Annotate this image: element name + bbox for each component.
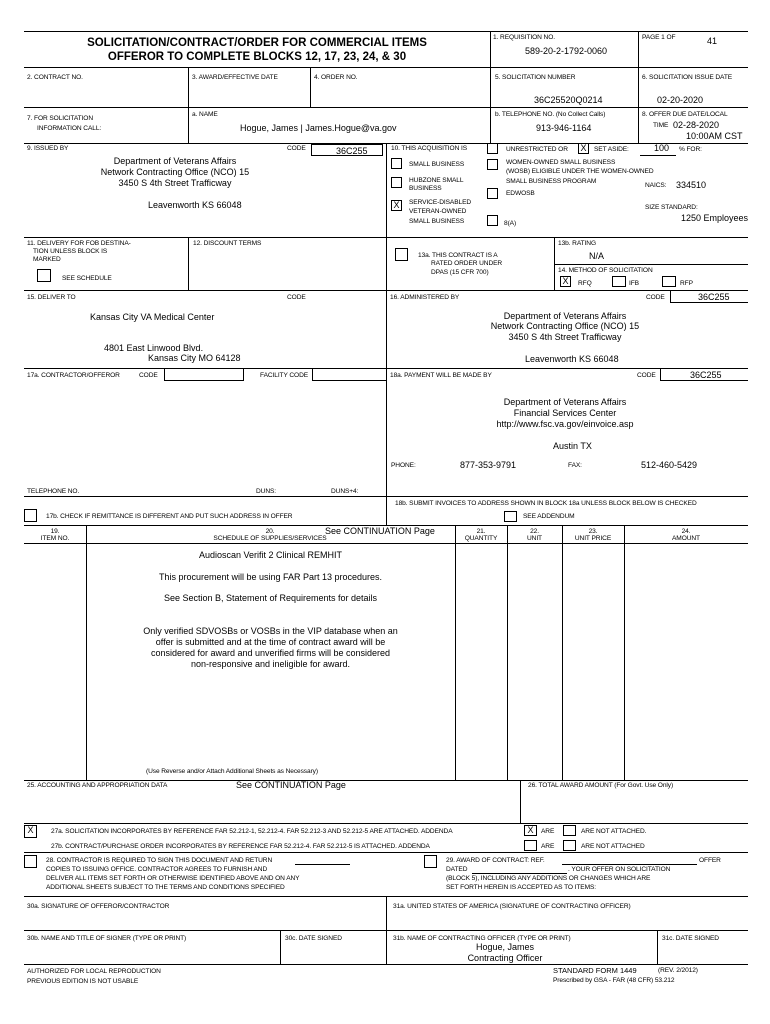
27b-are-checkbox[interactable] [524, 840, 537, 851]
notice-line-4: non-responsive and ineligible for award. [190, 659, 351, 669]
payment-phone: 877-353-9791 [460, 460, 517, 470]
discount-terms-label: 12. DISCOUNT TERMS [193, 240, 262, 247]
page-total: 41 [707, 36, 718, 46]
col-quantity-2: QUANTITY [464, 535, 498, 542]
telephone-label: b. TELEPHONE NO. (No Collect Calls) [495, 111, 606, 118]
addendum-label: SEE ADDENDUM [523, 513, 575, 520]
issued-line-2: Network Contracting Office (NCO) 15 [100, 167, 250, 177]
form-subtitle: OFFEROR TO COMPLETE BLOCKS 12, 17, 23, 24, & 30 [107, 51, 407, 63]
due-time[interactable]: 10:00AM CST [686, 131, 743, 141]
col-item-no-2: ITEM NO. [40, 535, 70, 542]
deliver-code-label: CODE [287, 294, 306, 301]
block28-line-1: 28. CONTRACTOR IS REQUIRED TO SIGN THIS DOCUMENT AND RETURN [46, 857, 273, 864]
rfq-label: RFQ [578, 280, 592, 287]
col-amount-2: AMOUNT [672, 535, 700, 542]
wosb-label-3: SMALL BUSINESS PROGRAM [506, 178, 597, 185]
officer-date-label: 31c. DATE SIGNED [662, 935, 719, 942]
payment-code[interactable]: 36C255 [690, 370, 722, 380]
small-business-checkbox[interactable] [391, 158, 402, 169]
due-date[interactable]: 02-28-2020 [673, 120, 720, 130]
addendum-checkbox[interactable] [504, 511, 517, 522]
admin-line-4: Leavenworth KS 66048 [525, 354, 619, 364]
hubzone-label-1: HUBZONE SMALL [409, 177, 464, 184]
8a-checkbox[interactable] [487, 215, 498, 226]
set-aside-checkbox[interactable]: X [578, 143, 589, 154]
col-schedule-2: SCHEDULE OF SUPPLIES/SERVICES [213, 535, 327, 542]
duns-label: DUNS: [256, 488, 277, 495]
telephone-number[interactable]: 913-946-1164 [536, 123, 592, 133]
notice-line-3: considered for award and unverified firms will be considered [150, 648, 391, 658]
signer-name-label: 30b. NAME AND TITLE OF SIGNER (TYPE OR PRINT) [27, 935, 187, 942]
solicitation-number[interactable]: 36C25520Q0214 [534, 95, 603, 105]
payment-code-label: CODE [637, 372, 656, 379]
29-checkbox[interactable] [424, 855, 437, 868]
solicitation-date-label: 6. SOLICITATION ISSUE DATE [642, 74, 733, 81]
block29-line-2: DATED [446, 866, 468, 873]
naics-label: NAICS: [645, 182, 667, 189]
signature-offeror-label: 30a. SIGNATURE OF OFFEROR/CONTRACTOR [27, 903, 170, 910]
27a-are-checkbox[interactable]: X [524, 825, 537, 836]
rfq-checkbox[interactable]: X [560, 276, 571, 287]
set-aside-label: SET ASIDE: [594, 146, 629, 153]
remittance-label: 17b. CHECK IF REMITTANCE IS DIFFERENT AND PUT SUCH ADDRESS IN OFFER [46, 513, 293, 520]
block28-line-4: ADDITIONAL SHEETS SUBJECT TO THE TERMS AND CONDITIONS SPECIFIED [46, 884, 285, 891]
signature-officer-label: 31a. UNITED STATES OF AMERICA (SIGNATURE OF CONTRACTING OFFICER) [393, 903, 631, 910]
27a-checkbox[interactable]: X [24, 825, 37, 838]
submit-invoices-label: 18b. SUBMIT INVOICES TO ADDRESS SHOWN IN BLOCK 18a UNLESS BLOCK BELOW IS CHECKED [395, 500, 697, 507]
hubzone-label-2: BUSINESS [409, 185, 442, 192]
payment-line-3: http://www.fsc.va.gov/einvoice.asp [496, 419, 634, 429]
unrestricted-checkbox[interactable] [487, 143, 498, 154]
rating-label: 13b. RATING [558, 240, 596, 247]
facility-code-label: FACILITY CODE [260, 372, 309, 379]
officer-name-label: 31b. NAME OF CONTRACTING OFFICER (TYPE OR PRINT) [393, 935, 571, 942]
solicitation-date[interactable]: 02-20-2020 [657, 95, 704, 105]
deliver-to-label: 15. DELIVER TO [27, 294, 76, 301]
rated-order-checkbox[interactable] [395, 248, 408, 261]
clause-27b: 27b. CONTRACT/PURCHASE ORDER INCORPORATES BY REFERENCE FAR 52.212-4. FAR 52.212-5 IS ATTACHED. ADDENDA [51, 843, 430, 850]
delivery-label-1: 11. DELIVERY FOR FOB DESTINA- [27, 240, 131, 247]
info-call-label-1: 7. FOR SOLICITATION [27, 115, 93, 122]
accounting-label: 25. ACCOUNTING AND APPROPRIATION DATA [27, 782, 168, 789]
order-no-label: 4. ORDER NO. [314, 74, 358, 81]
footer-previous: PREVIOUS EDITION IS NOT USABLE [27, 978, 139, 985]
contractor-code-label: CODE [139, 372, 158, 379]
col-quantity-1: 21. [476, 528, 486, 535]
officer-title: Contracting Officer [467, 953, 543, 963]
see-schedule-label: SEE SCHEDULE [62, 275, 112, 282]
col-unit-price-1: 23. [588, 528, 598, 535]
schedule-item: Audioscan Verifit 2 Clinical REMHIT [198, 550, 343, 560]
27b-are-label: ARE [541, 843, 555, 850]
block29-offer: OFFER [699, 857, 721, 864]
sdvosb-label-2: VETERAN-OWNED [409, 208, 467, 215]
27a-are-not-checkbox[interactable] [563, 825, 576, 836]
contract-no-label: 2. CONTRACT NO. [27, 74, 83, 81]
rating-value[interactable]: N/A [589, 251, 605, 261]
admin-line-2: Network Contracting Office (NCO) 15 [490, 321, 640, 331]
schedule-continuation: See CONTINUATION Page [325, 526, 435, 536]
col-unit-2: UNIT [527, 535, 542, 542]
col-unit-1: 22. [530, 528, 539, 535]
issued-by-label: 9. ISSUED BY [27, 145, 69, 152]
footer-authorized: AUTHORIZED FOR LOCAL REPRODUCTION [27, 968, 161, 975]
duns4-label: DUNS+4: [331, 488, 359, 495]
due-time-label: TIME [653, 122, 669, 129]
rfp-checkbox[interactable] [662, 276, 676, 287]
size-standard-label: SIZE STANDARD: [645, 204, 698, 211]
payment-label: 18a. PAYMENT WILL BE MADE BY [390, 372, 492, 379]
rated-label-1: 13a. THIS CONTRACT IS A [418, 252, 498, 259]
27b-are-not-checkbox[interactable] [563, 840, 576, 851]
sdvosb-checkbox[interactable]: X [391, 200, 402, 211]
contact-name[interactable]: Hogue, James | James.Hogue@va.gov [240, 123, 397, 133]
size-standard[interactable]: 1250 Employees [681, 213, 749, 223]
administered-by-label: 16. ADMINISTERED BY [390, 294, 460, 301]
delivery-label-2: TION UNLESS BLOCK IS [33, 248, 108, 255]
issued-code-label: CODE [287, 145, 306, 152]
requisition-number[interactable]: 589-20-2-1792-0060 [525, 46, 608, 56]
payment-line-2: Financial Services Center [513, 408, 617, 418]
set-aside-percent[interactable]: 100 [654, 143, 670, 153]
sdvosb-label-3: SMALL BUSINESS [409, 218, 465, 225]
28-checkbox[interactable] [24, 855, 37, 868]
unrestricted-label: UNRESTRICTED OR [506, 146, 568, 153]
reverse-note: (Use Reverse and/or Attach Additional Sheets as Necessary) [146, 768, 318, 775]
schedule-far-note: This procurement will be using FAR Part 13 procedures. [158, 572, 383, 582]
27a-are-label: ARE [541, 828, 555, 835]
wosb-checkbox[interactable] [487, 159, 498, 170]
footer-prescribed: Prescribed by GSA - FAR (48 CFR) 53.212 [553, 977, 675, 984]
ifb-checkbox[interactable] [612, 276, 626, 287]
notice-line-2: offer is submitted and at the time of contract award will be [155, 637, 386, 647]
admin-line-3: 3450 S 4th Street Trafficway [508, 332, 622, 342]
form-title: SOLICITATION/CONTRACT/ORDER FOR COMMERCIAL ITEMS [87, 37, 427, 49]
requisition-label: 1. REQUISITION NO. [493, 34, 555, 41]
see-schedule-checkbox[interactable] [37, 269, 51, 282]
hubzone-checkbox[interactable] [391, 177, 402, 188]
8a-label: 8(A) [504, 220, 517, 227]
rfp-label: RFP [680, 280, 693, 287]
payment-fax-label: FAX: [568, 462, 582, 469]
admin-line-1: Department of Veterans Affairs [503, 311, 627, 321]
col-unit-price-2: UNIT PRICE [574, 535, 612, 542]
deliver-line-1: Kansas City VA Medical Center [90, 312, 215, 322]
name-label: a. NAME [192, 111, 218, 118]
due-date-label: 8. OFFER DUE DATE/LOCAL [642, 111, 728, 118]
ifb-label: IFB [629, 280, 639, 287]
col-amount-1: 24. [681, 528, 691, 535]
edwosb-label: EDWOSB [506, 190, 535, 197]
footer-revision: (REV. 2/2012) [658, 967, 698, 974]
naics-code[interactable]: 334510 [676, 180, 707, 190]
percent-for-label: % FOR: [679, 146, 702, 153]
total-award-label: 26. TOTAL AWARD AMOUNT (For Govt. Use Only) [528, 782, 674, 789]
issued-line-3: 3450 S 4th Street Trafficway [118, 178, 232, 188]
27b-are-not-label: ARE NOT ATTACHED [581, 843, 645, 850]
award-date-label: 3. AWARD/EFFECTIVE DATE [192, 74, 278, 81]
info-call-label-2: INFORMATION CALL: [37, 125, 102, 132]
payment-line-1: Department of Veterans Affairs [503, 397, 627, 407]
block28-line-3: DELIVER ALL ITEMS SET FORTH OR OTHERWISE IDENTIFIED ABOVE AND ON ANY [46, 875, 300, 882]
admin-code-label: CODE [646, 294, 665, 301]
block28-line-2: COPIES TO ISSUING OFFICE. CONTRACTOR AGREES TO FURNISH AND [46, 866, 268, 873]
block29-line-3: (BLOCK 5), INCLUDING ANY ADDITIONS OR CHANGES WHICH ARE [446, 875, 651, 882]
solicitation-number-label: 5. SOLICITATION NUMBER [495, 74, 576, 81]
col-schedule-1: 20. [265, 528, 275, 535]
deliver-line-3: Kansas City MO 64128 [148, 353, 241, 363]
contractor-label: 17a. CONTRACTOR/OFFEROR [27, 372, 120, 379]
issued-line-4: Leavenworth KS 66048 [148, 200, 242, 210]
delivery-label-3: MARKED [33, 256, 61, 263]
edwosb-checkbox[interactable] [487, 188, 498, 199]
clause-27a: 27a. SOLICITATION INCORPORATES BY REFERENCE FAR 52.212-1, 52.212-4. FAR 52.212-3 AND 52.212-5 ARE ATTACHED. ADDENDA [51, 828, 453, 835]
remittance-checkbox[interactable] [24, 509, 37, 522]
payment-phone-label: PHONE: [391, 462, 416, 469]
telephone-no-label: TELEPHONE NO. [27, 488, 80, 495]
rated-label-3: DPAS (15 CFR 700) [431, 269, 489, 276]
27a-are-not-label: ARE NOT ATTACHED. [581, 828, 647, 835]
page-label: PAGE 1 OF [642, 34, 676, 41]
block29-line-2-end: . YOUR OFFER ON SOLICITATION [568, 866, 671, 873]
acquisition-label: 10. THIS ACQUISITION IS [391, 145, 467, 152]
block29-line-1: 29. AWARD OF CONTRACT: REF. [446, 857, 545, 864]
deliver-line-2: 4801 East Linwood Blvd. [104, 343, 204, 353]
small-business-label: SMALL BUSINESS [409, 161, 465, 168]
method-label: 14. METHOD OF SOLICITATION [558, 267, 653, 274]
block29-line-4: SET FORTH HEREIN IS ACCEPTED AS TO ITEMS: [446, 884, 597, 891]
admin-code[interactable]: 36C255 [698, 292, 730, 302]
footer-form-name: STANDARD FORM 1449 [553, 966, 637, 975]
wosb-label-2: (WOSB) ELIGIBLE UNDER THE WOMEN-OWNED [506, 168, 654, 175]
payment-fax: 512-460-5429 [641, 460, 698, 470]
rated-label-2: RATED ORDER UNDER [431, 260, 503, 267]
officer-name: Hogue, James [475, 942, 535, 952]
notice-line-1: Only verified SDVOSBs or VOSBs in the VIP database when an [143, 626, 398, 636]
payment-line-4: Austin TX [553, 441, 592, 451]
sdvosb-label-1: SERVICE-DISABLED [409, 199, 472, 206]
issued-code[interactable]: 36C255 [336, 146, 368, 156]
signer-date-label: 30c. DATE SIGNED [285, 935, 342, 942]
col-item-no-1: 19. [50, 528, 60, 535]
wosb-label-1: WOMEN-OWNED SMALL BUSINESS [506, 159, 616, 166]
issued-line-1: Department of Veterans Affairs [113, 156, 237, 166]
schedule-section-b: See Section B, Statement of Requirements for details [163, 593, 378, 603]
accounting-value: See CONTINUATION Page [236, 780, 346, 790]
